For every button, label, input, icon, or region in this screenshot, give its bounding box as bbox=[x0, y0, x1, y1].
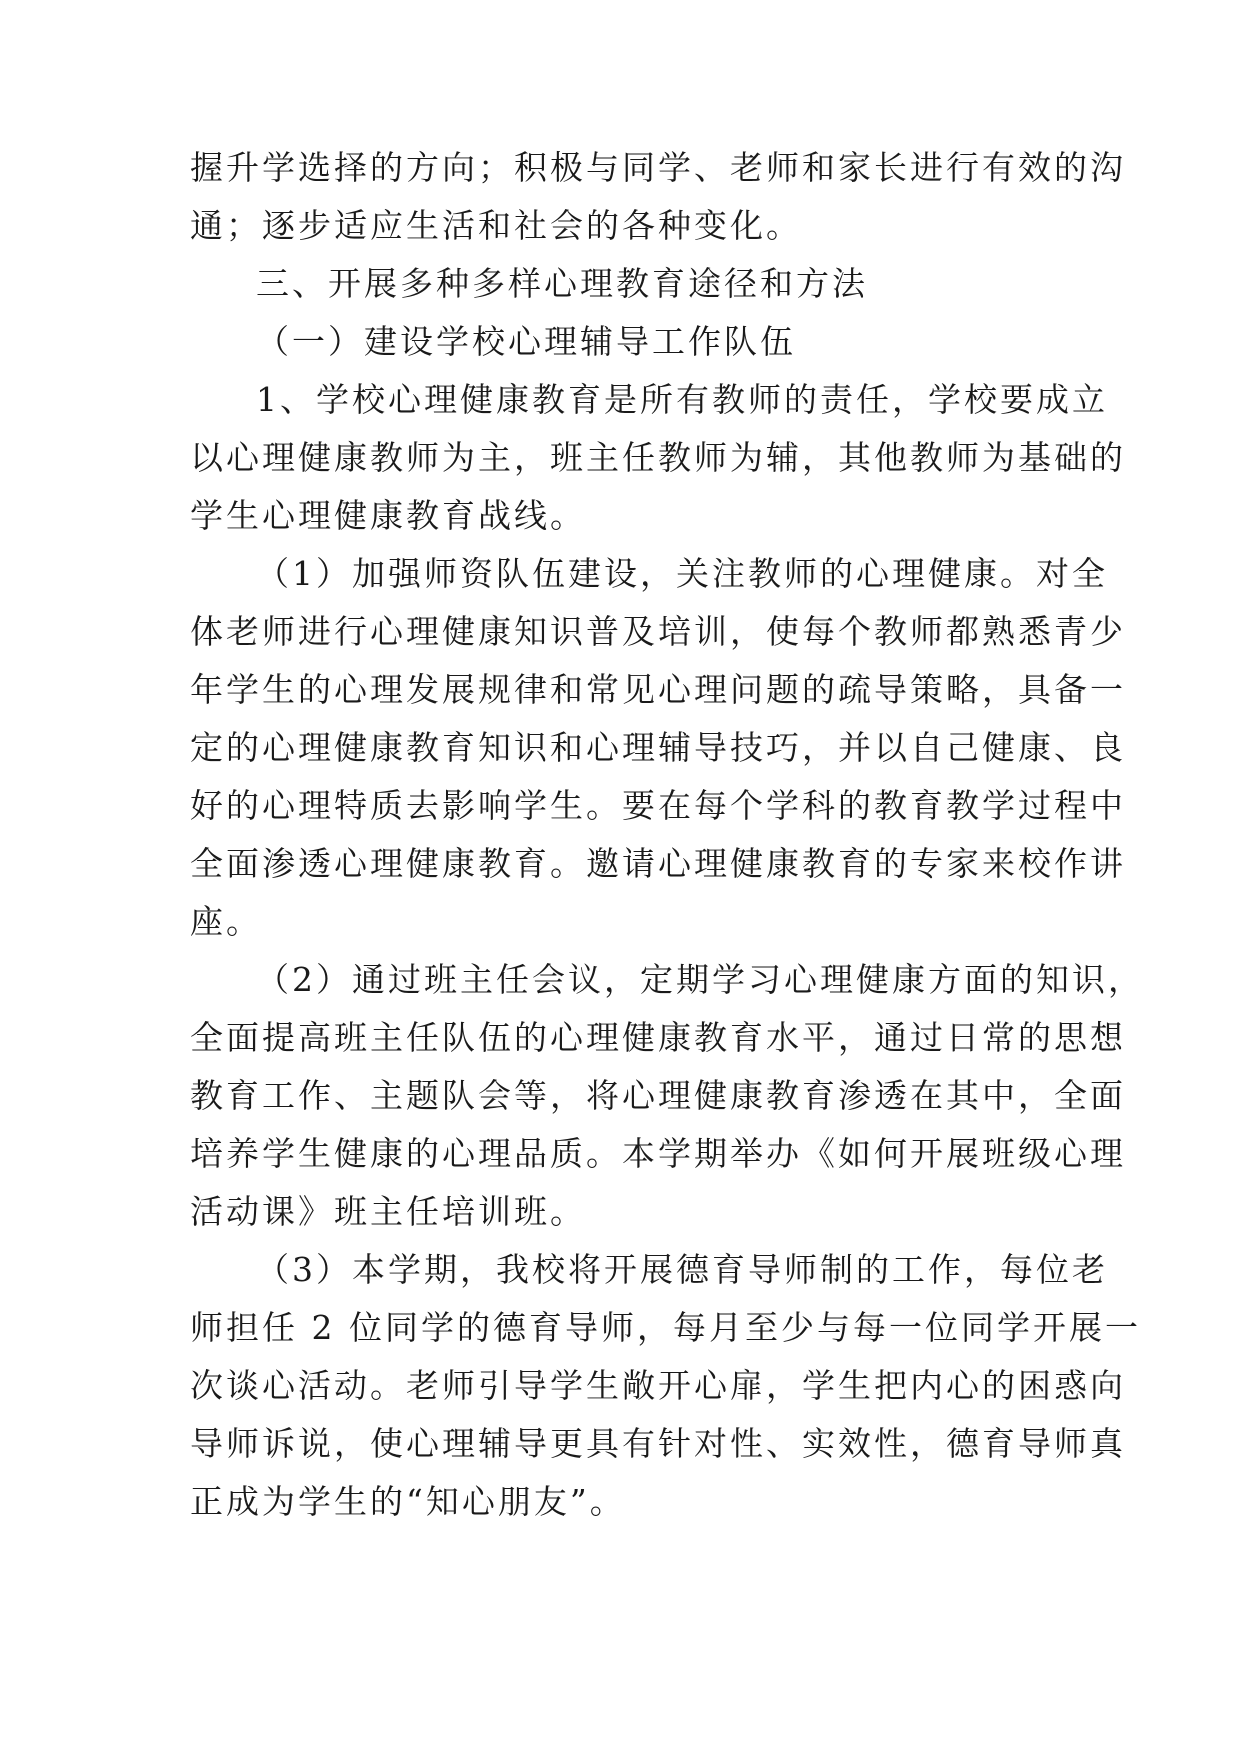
text-line: 活动课》班主任培训班。 bbox=[190, 1192, 586, 1231]
text-line: 师担任 2 位同学的德育导师，每月至少与每一位同学开展一 bbox=[190, 1308, 1141, 1347]
text-line: 正成为学生的“知心朋友”。 bbox=[190, 1482, 626, 1521]
text-line: 教育工作、主题队会等，将心理健康教育渗透在其中，全面 bbox=[190, 1076, 1126, 1115]
text-line: 握升学选择的方向；积极与同学、老师和家长进行有效的沟 bbox=[190, 148, 1126, 187]
text-line: 全面提高班主任队伍的心理健康教育水平，通过日常的思想 bbox=[190, 1018, 1126, 1057]
text-line: 年学生的心理发展规律和常见心理问题的疏导策略，具备一 bbox=[190, 670, 1126, 709]
text-line: 次谈心活动。老师引导学生敞开心扉，学生把内心的困惑向 bbox=[190, 1366, 1126, 1405]
section-heading: 三、开展多种多样心理教育途径和方法 bbox=[256, 264, 868, 303]
text-line: 学生心理健康教育战线。 bbox=[190, 496, 586, 535]
text-line: （2）通过班主任会议，定期学习心理健康方面的知识， bbox=[256, 960, 1144, 999]
text-line: 培养学生健康的心理品质。本学期举办《如何开展班级心理 bbox=[190, 1134, 1126, 1173]
text-line: 座。 bbox=[190, 902, 262, 941]
text-line: 以心理健康教师为主，班主任教师为辅，其他教师为基础的 bbox=[190, 438, 1126, 477]
text-line: 定的心理健康教育知识和心理辅导技巧，并以自己健康、良 bbox=[190, 728, 1126, 767]
text-line: 通；逐步适应生活和社会的各种变化。 bbox=[190, 206, 802, 245]
text-line: （1）加强师资队伍建设，关注教师的心理健康。对全 bbox=[256, 554, 1108, 593]
text-line: 1、学校心理健康教育是所有教师的责任，学校要成立 bbox=[256, 380, 1108, 419]
text-line: 体老师进行心理健康知识普及培训，使每个教师都熟悉青少 bbox=[190, 612, 1126, 651]
text-line: 全面渗透心理健康教育。邀请心理健康教育的专家来校作讲 bbox=[190, 844, 1126, 883]
text-line: 好的心理特质去影响学生。要在每个学科的教育教学过程中 bbox=[190, 786, 1126, 825]
text-line: （3）本学期，我校将开展德育导师制的工作，每位老 bbox=[256, 1250, 1108, 1289]
text-line: 导师诉说，使心理辅导更具有针对性、实效性，德育导师真 bbox=[190, 1424, 1126, 1463]
subsection-heading: （一）建设学校心理辅导工作队伍 bbox=[256, 322, 796, 361]
